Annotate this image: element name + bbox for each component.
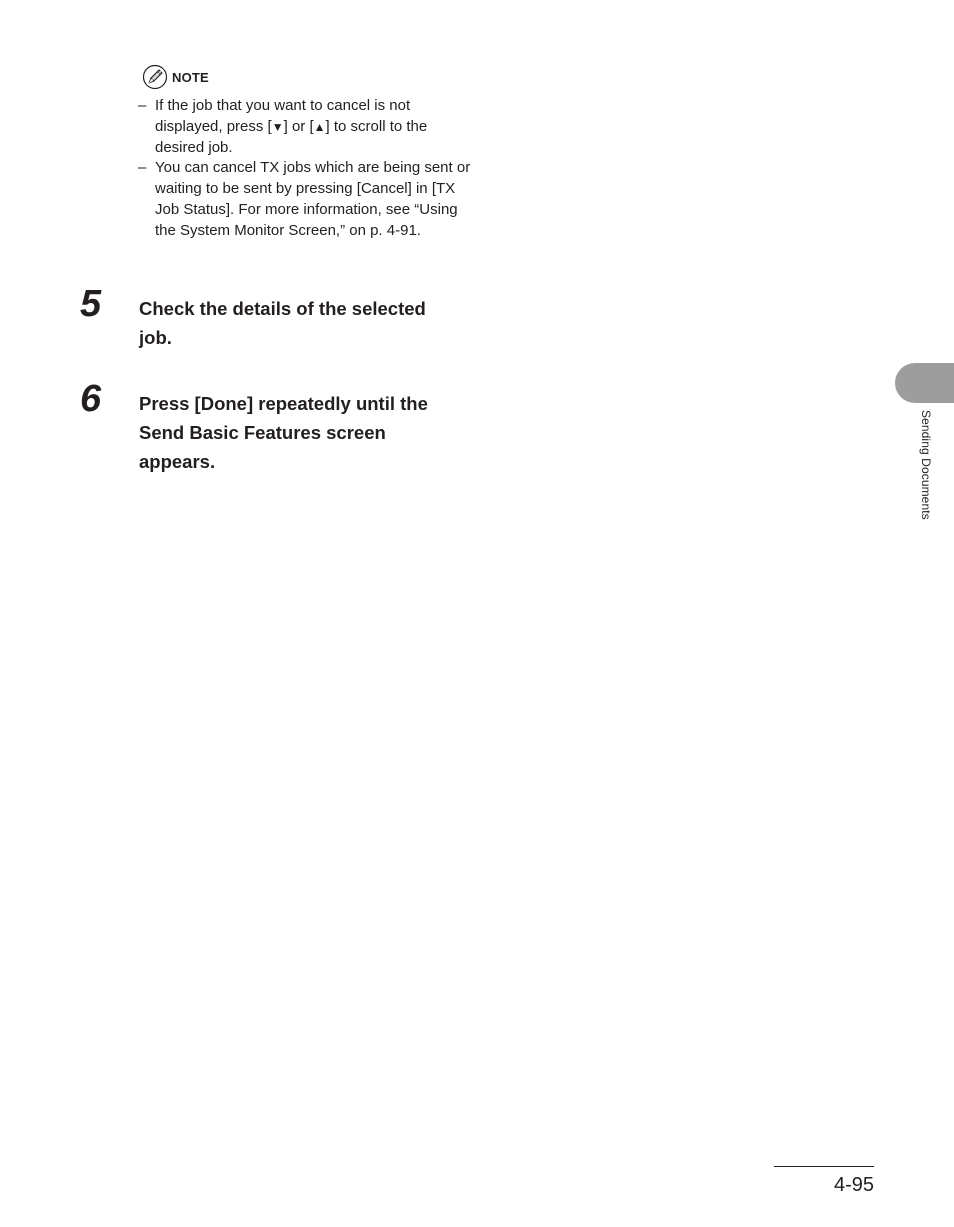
note-item-text: You can cancel TX jobs which are being sent or waiting to be sent by pressing [Cancel] in [TX Job Status]. For more information, see “Using the System Monitor Screen,” on p. 4-91. [155,159,471,239]
down-arrow-icon: ▼ [271,119,284,134]
note-header [142,64,209,90]
note-text-segment: If the job that you want to cancel is not displayed, press [ [155,97,411,135]
note-text-segment: ] to scroll to the desired job. [155,117,428,156]
list-dash: – [138,97,147,114]
note-pencil-icon [142,64,168,90]
step-number: 5 [80,283,102,325]
note-item [138,96,478,158]
note-label: NOTE [172,69,209,85]
list-dash: – [138,159,147,177]
chapter-tab [895,363,954,403]
step-instruction: Check the details of the selected job. [139,298,426,348]
step-instruction: Press [Done] repeatedly until the Send Basic Features screen appears. [139,393,428,472]
note-item-text [155,96,478,158]
chapter-tab-label: Sending Documents [919,410,933,520]
up-arrow-icon: ▲ [313,119,326,134]
note-list [138,96,478,242]
step-number: 6 [80,378,102,420]
note-item [138,158,478,241]
footer-rule [774,1166,874,1167]
page-number: 4-95 [833,1174,874,1196]
note-text-segment: ] or [ [283,117,314,135]
